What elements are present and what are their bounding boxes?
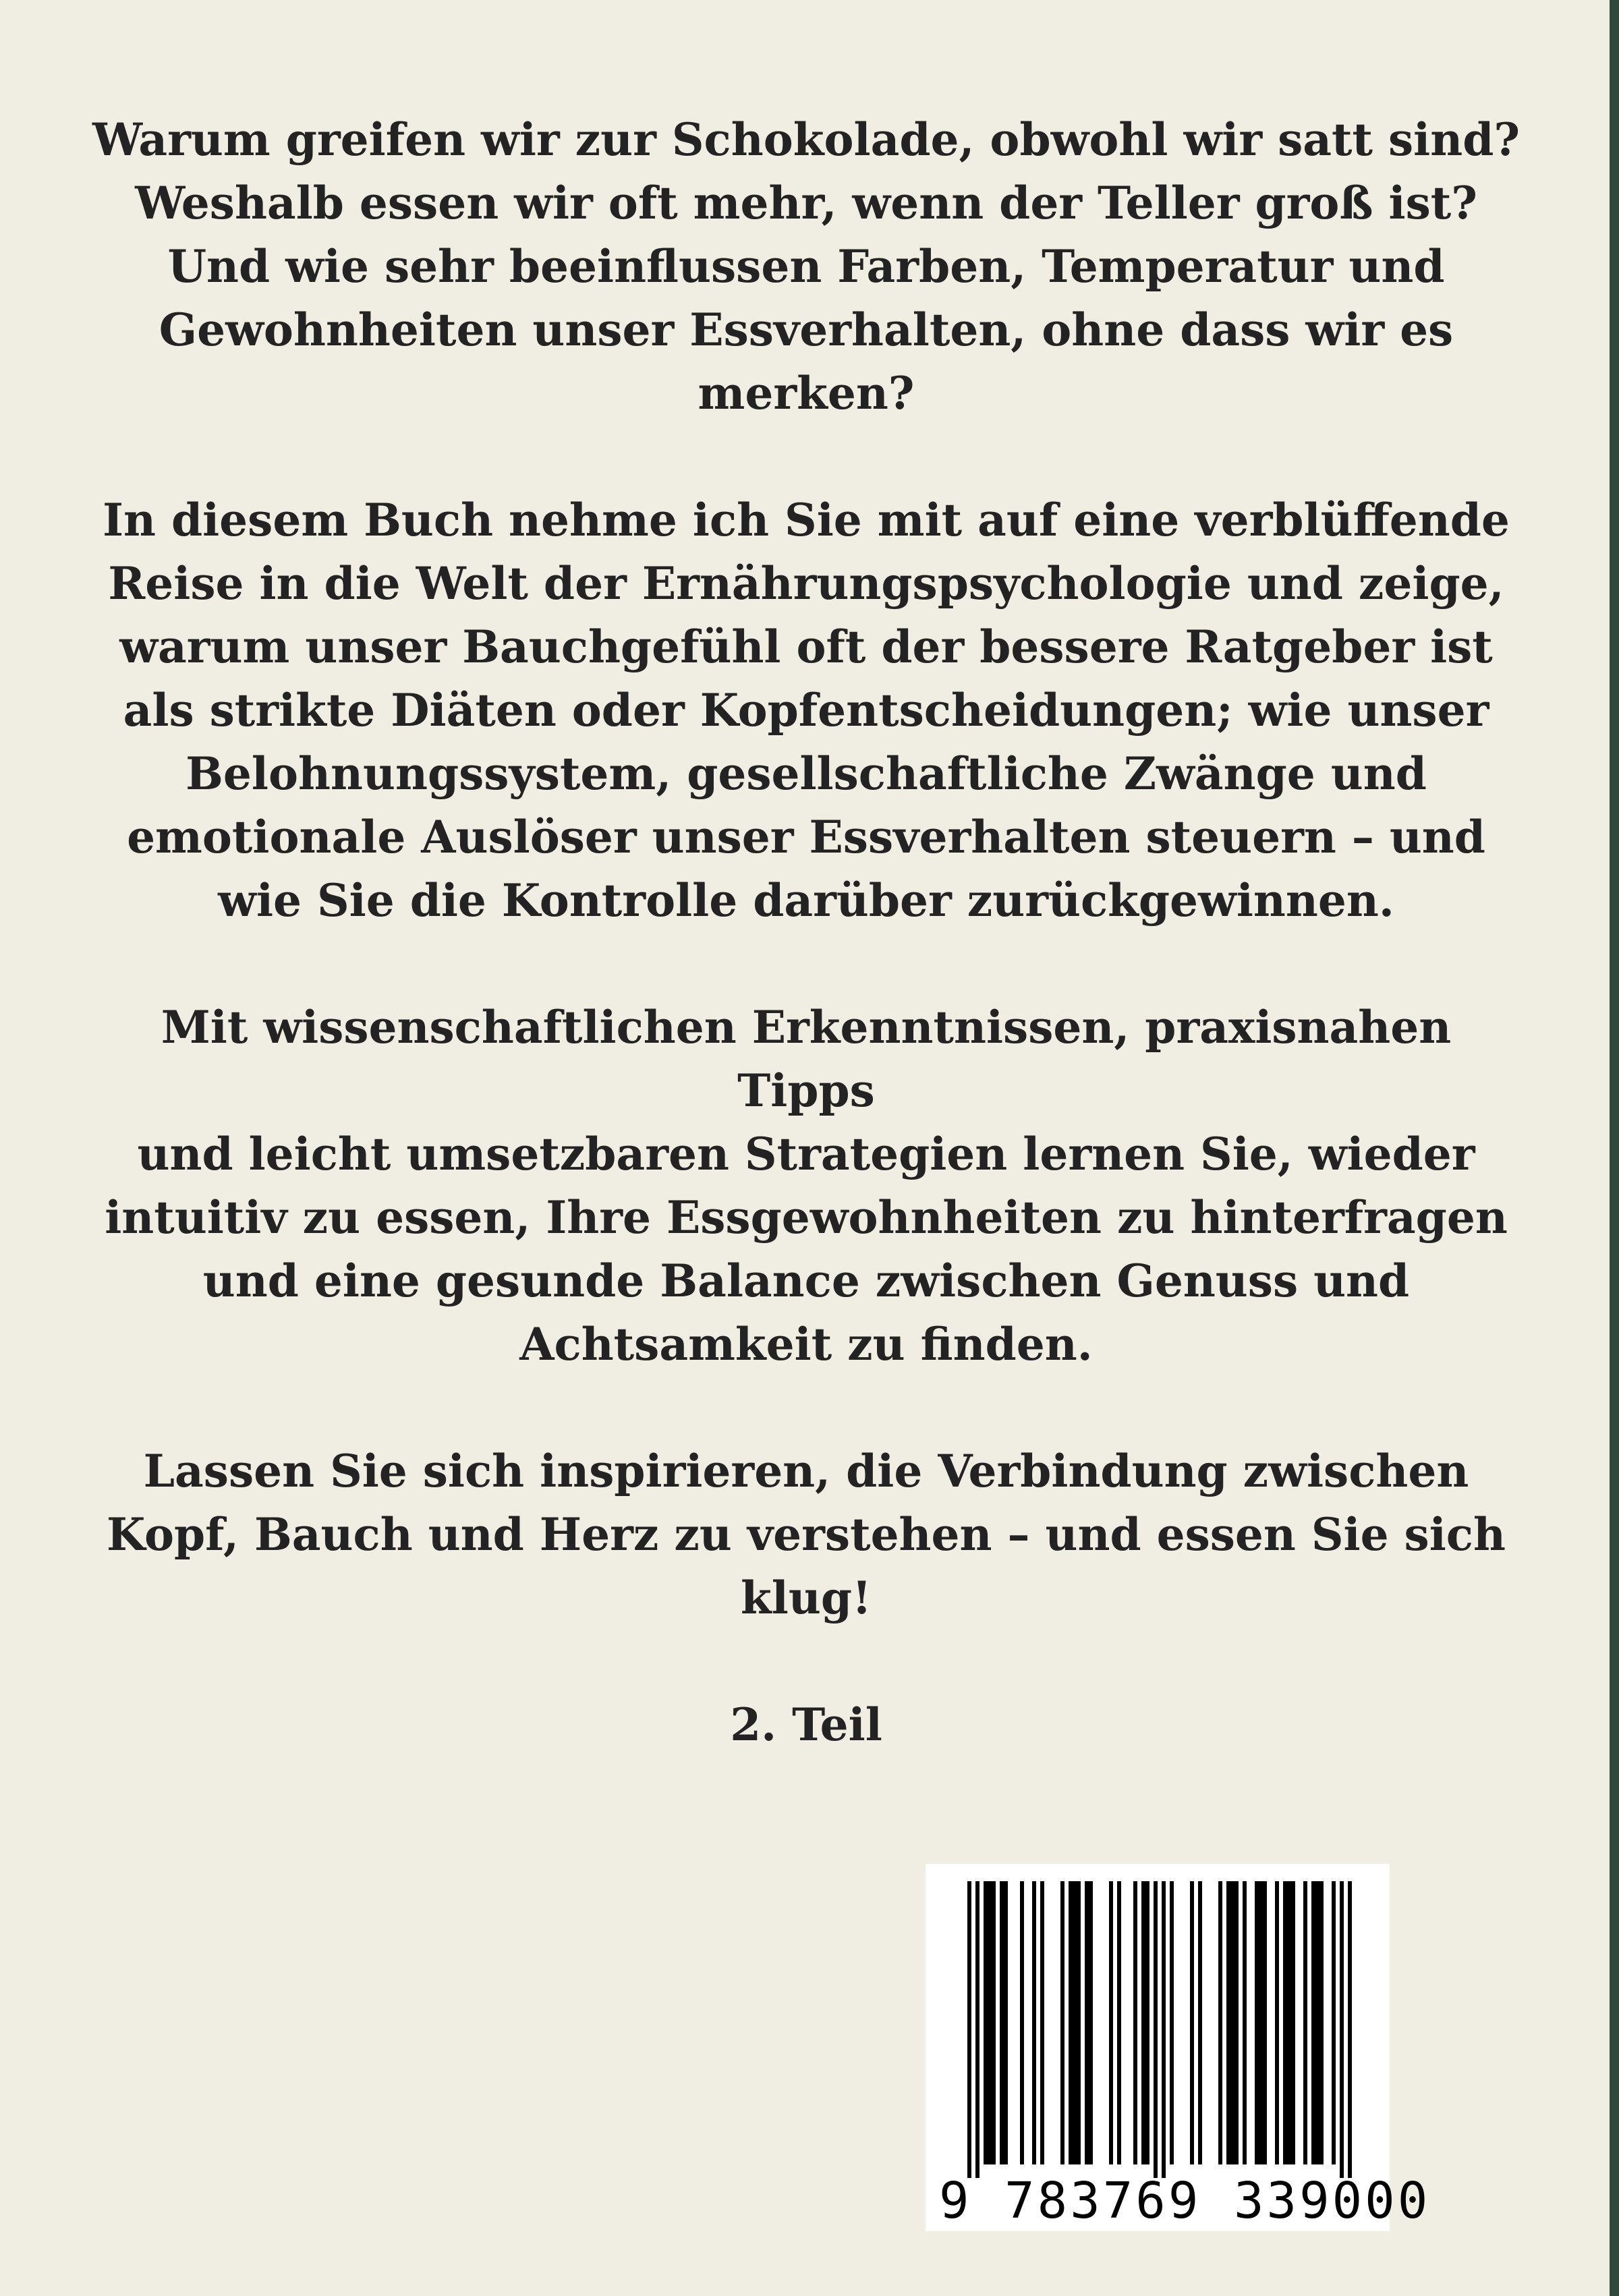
barcode-bar — [1291, 1881, 1295, 2164]
barcode-bar — [1234, 1881, 1239, 2164]
barcode-bar — [1162, 1881, 1166, 2178]
barcode-bar — [1000, 1881, 1004, 2164]
barcode-bar — [1145, 1881, 1149, 2164]
barcode-bar — [1069, 1881, 1073, 2164]
barcode-bar — [1287, 1881, 1291, 2164]
barcode-bar — [1348, 1881, 1352, 2178]
barcode-bar — [1073, 1881, 1077, 2164]
barcode-bar — [988, 1881, 992, 2164]
barcode-bar — [1020, 1881, 1024, 2164]
barcode-bar — [1332, 1881, 1336, 2164]
barcode-bar — [1230, 1881, 1234, 2164]
barcode-bar — [1275, 1881, 1279, 2164]
barcode-bar — [1259, 1881, 1263, 2164]
barcode-bar — [1040, 1881, 1044, 2164]
barcode-bar — [1319, 1881, 1324, 2164]
barcode-bar — [1109, 1881, 1113, 2164]
barcode-bar — [1089, 1881, 1093, 2164]
barcode-bar — [1283, 1881, 1287, 2164]
barcode-bar — [1255, 1881, 1259, 2164]
blurb-paragraph-intro: Warum greifen wir zur Schokolade, obwohl wir satt sind? Weshalb essen wir oft mehr, wenn der Teller groß ist? Und wie sehr beeinflussen Farben, Temperatur und Gewohnheiten unser Essverhalten, ohne dass wir es merken? — [92, 113, 1521, 420]
barcode-bar — [1263, 1881, 1267, 2164]
blurb-paragraph-methods: Mit wissenschaftlichen Erkenntnissen, praxisnahen Tipps und leicht umsetzbaren Strategien lernen Sie, wieder intuitiv zu essen, Ihre Essgewohnheiten zu hinterfragen und eine gesunde Balance zwischen Genuss und Achtsamkeit zu finden. — [105, 1001, 1508, 1371]
isbn-barcode — [926, 1864, 1431, 2231]
spine-edge — [1610, 0, 1619, 2296]
barcode-bar — [1060, 1881, 1064, 2164]
barcode-bar — [1190, 1881, 1194, 2164]
barcode-bar — [1141, 1881, 1145, 2164]
part-label: 2. Teil — [730, 1698, 882, 1751]
barcode-digits: 9 783769 339000 — [939, 2172, 1431, 2230]
barcode-bar — [1303, 1881, 1307, 2164]
barcode-bar — [1032, 1881, 1036, 2164]
barcode-bar — [1085, 1881, 1089, 2164]
barcode-bar — [1311, 1881, 1315, 2164]
barcode-bar — [992, 1881, 996, 2164]
barcode-bar — [1226, 1881, 1230, 2164]
blurb-text-block — [88, 108, 1525, 1756]
barcode-bar — [1004, 1881, 1008, 2164]
blurb-paragraph-book-description: In diesem Buch nehme ich Sie mit auf eine verblüffende Reise in die Welt der Ernährungspsychologie und zeige, warum unser Bauchgefühl oft der bessere Ratgeber ist als strikte Diäten oder Kopfentscheidungen; wie unser Belohnungssystem, gesellschaftliche Zwänge und emotionale Auslöser unser Essverhalten steuern – und wie Sie die Kontrolle darüber zurückgewinnen. — [103, 494, 1510, 927]
barcode-bar — [984, 1881, 988, 2164]
blurb-paragraph-closing: Lassen Sie sich inspirieren, die Verbindung zwischen Kopf, Bauch und Herz zu verstehen – und essen Sie sich klug! — [107, 1445, 1506, 1624]
barcode-bar — [1077, 1881, 1081, 2164]
barcode-bar — [1243, 1881, 1247, 2164]
barcode-bar — [975, 1881, 979, 2178]
barcode-bar — [1154, 1881, 1158, 2178]
barcode-bar — [1117, 1881, 1121, 2164]
barcode-bar — [1218, 1881, 1222, 2164]
barcode-bar — [1198, 1881, 1202, 2164]
barcode-bar — [1340, 1881, 1344, 2178]
barcode-bar — [967, 1881, 971, 2178]
barcode-bar — [1315, 1881, 1319, 2164]
barcode-bar — [1133, 1881, 1137, 2164]
barcode-bar — [1170, 1881, 1174, 2164]
